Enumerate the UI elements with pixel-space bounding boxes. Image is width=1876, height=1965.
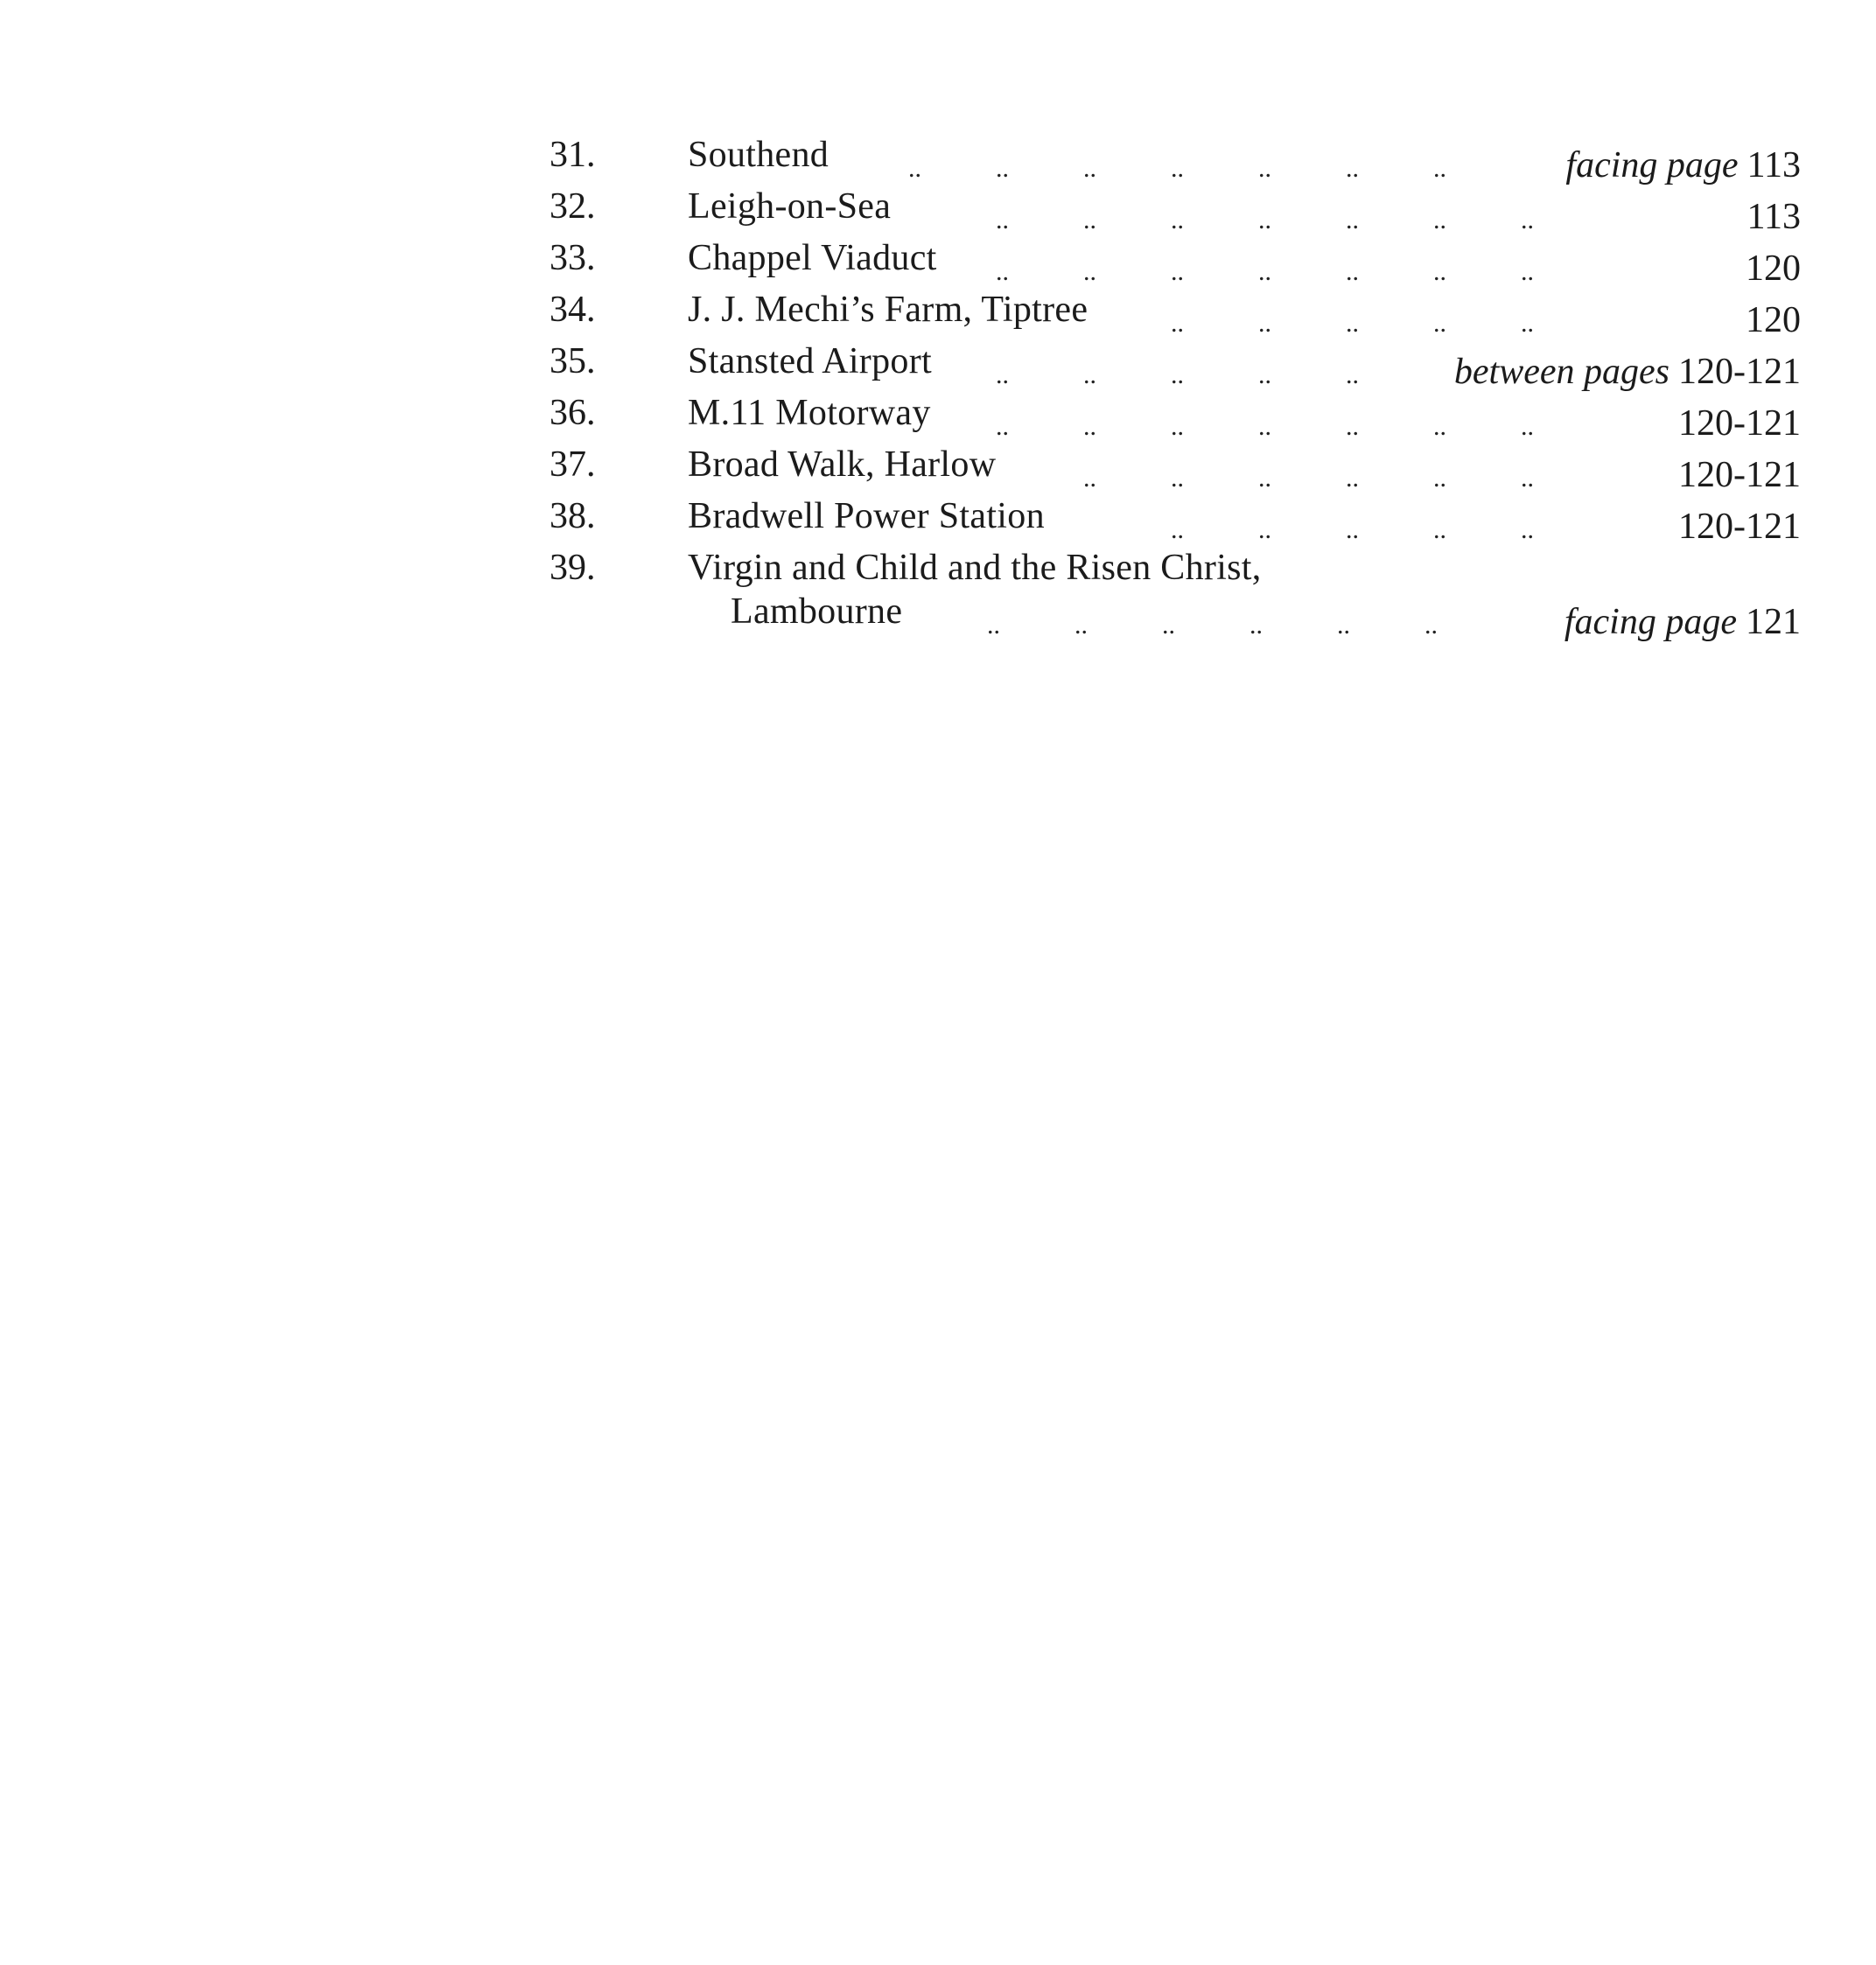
page-number: 120-121	[1678, 507, 1801, 547]
plate-entry-36	[541, 388, 1801, 444]
reference-prefix: facing page	[1565, 145, 1739, 185]
plate-number: 35.	[550, 341, 596, 381]
page-number: 113	[1746, 197, 1801, 237]
page-number: 120	[1746, 248, 1801, 289]
plate-entry-38	[541, 491, 1801, 547]
plate-title: Stansted Airport	[688, 341, 932, 381]
reference-prefix: facing page	[1564, 602, 1737, 642]
dot-leaders: .. .. .. .. .. .. ..	[908, 154, 1446, 183]
plate-number: 39.	[550, 548, 596, 588]
plate-title: J. J. Mechi’s Farm, Tiptree	[688, 290, 1088, 330]
plate-entry-34	[541, 284, 1801, 340]
dot-leaders: .. .. .. .. .. .. ..	[996, 257, 1534, 286]
list-of-plates	[541, 129, 1801, 640]
reference-prefix: between pages	[1453, 352, 1670, 392]
dot-leaders: .. .. .. .. .. .. ..	[996, 206, 1534, 234]
plate-number: 36.	[550, 393, 596, 433]
plate-title: Chappel Viaduct	[688, 238, 937, 278]
plate-title: Broad Walk, Harlow	[688, 444, 997, 485]
plate-number: 37.	[550, 444, 596, 485]
plate-entry-37	[541, 439, 1801, 495]
page-number: 120-121	[1678, 455, 1801, 495]
dot-leaders: .. .. .. .. .. ..	[987, 611, 1438, 640]
plate-entry-35	[541, 336, 1801, 392]
page-number: 120-121	[1678, 352, 1801, 392]
plate-number: 34.	[550, 290, 596, 330]
plate-entry-31	[541, 129, 1801, 185]
plate-number: 31.	[550, 135, 596, 175]
plate-number: 32.	[550, 186, 596, 227]
plate-title: Bradwell Power Station	[688, 496, 1045, 536]
dot-leaders: .. .. .. .. ..	[1171, 309, 1534, 338]
plate-entry-33	[541, 233, 1801, 289]
plate-number: 38.	[550, 496, 596, 536]
page-number: 120-121	[1678, 403, 1801, 444]
plate-title: M.11 Motorway	[688, 393, 931, 433]
plate-number: 33.	[550, 238, 596, 278]
plate-entry-39	[541, 542, 1801, 640]
page-number: 121	[1746, 602, 1801, 642]
plate-entry-32	[541, 181, 1801, 237]
dot-leaders: .. .. .. .. ..	[1171, 515, 1534, 544]
plate-title: Leigh-on-Sea	[688, 186, 892, 227]
dot-leaders: .. .. .. .. ..	[996, 360, 1359, 389]
dot-leaders: .. .. .. .. .. .. ..	[996, 412, 1534, 441]
plate-title-continuation: Lambourne	[731, 591, 903, 632]
plate-title: Southend	[688, 135, 830, 175]
dot-leaders: .. .. .. .. .. ..	[1083, 464, 1534, 493]
page-reference	[1564, 597, 1801, 648]
page-number: 113	[1746, 145, 1801, 185]
plate-title: Virgin and Child and the Risen Christ,	[688, 548, 1262, 588]
page-number: 120	[1746, 300, 1801, 340]
